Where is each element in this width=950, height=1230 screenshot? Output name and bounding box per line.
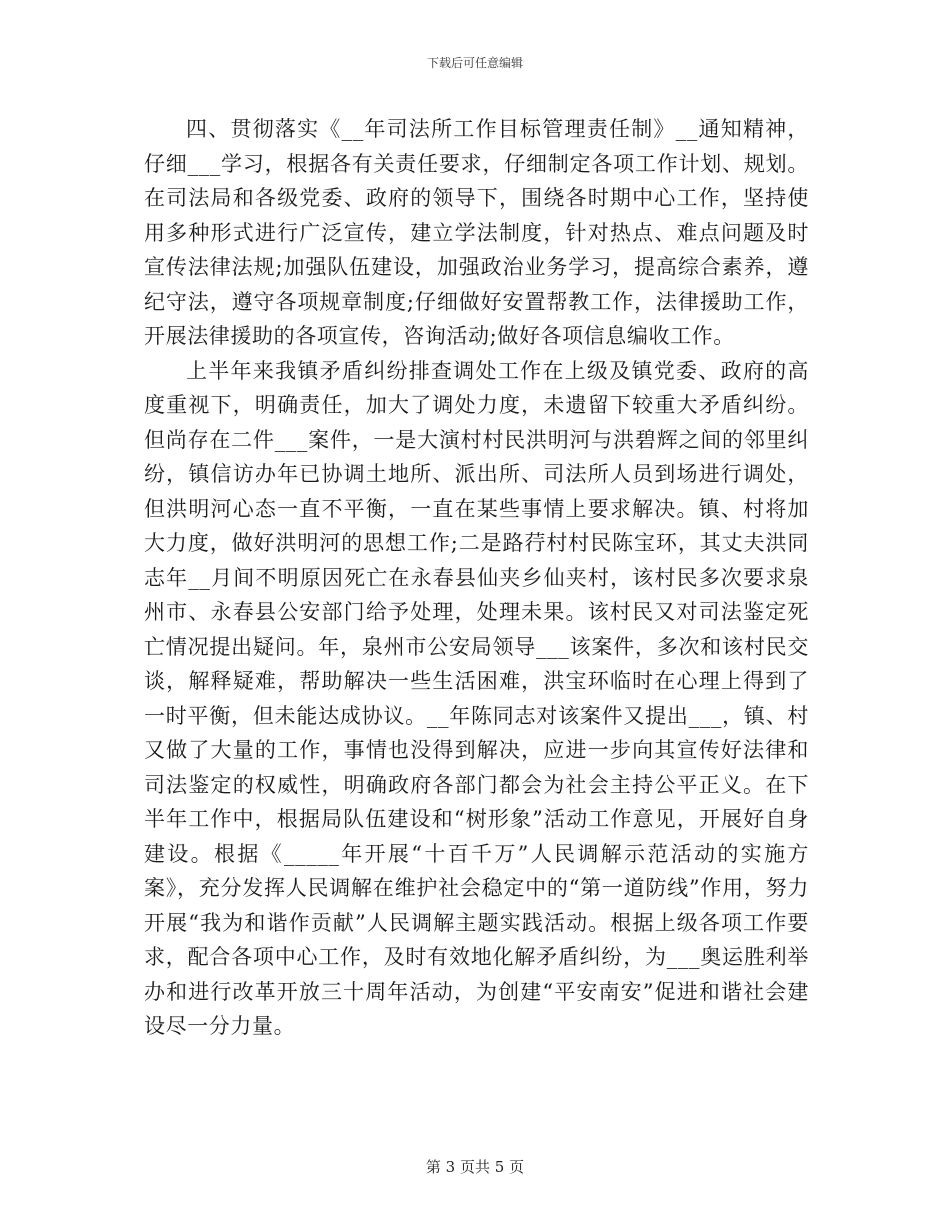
document-body [144,112,809,1044]
paragraph-1: 四、贯彻落实《__年司法所工作目标管理责任制》__通知精神，仔细___学习，根据各有关责任要求，仔细制定各项工作计划、规划。在司法局和各级党委、政府的领导下，围绕各时期中心工作，坚持使用多种形式进行广泛宣传，建立学法制度，针对热点、难点问题及时宣传法律法规;加强队伍建设，加强政治业务学习，提高综合素养，遵纪守法，遵守各项规章制度;仔细做好安置帮教工作，法律援助工作，开展法律援助的各项宣传，咨询活动;做好各项信息编收工作。 [144,117,809,348]
paragraph-2: 上半年来我镇矛盾纠纷排查调处工作在上级及镇党委、政府的高度重视下，明确责任，加大了调处力度，未遗留下较重大矛盾纠纷。但尚存在二件___案件，一是大演村村民洪明河与洪碧辉之间的邻里纠纷，镇信访办年已协调土地所、派出所、司法所人员到场进行调处，但洪明河心态一直不平衡，一直在某些事情上要求解决。镇、村将加大力度，做好洪明河的思想工作;二是路荇村村民陈宝环，其丈夫洪同志年__月间不明原因死亡在永春县仙夹乡仙夹村，该村民多次要求泉州市、永春县公安部门给予处理，处理未果。该村民又对司法鉴定死亡情况提出疑问。年，泉州市公安局领导___该案件，多次和该村民交谈，解释疑难，帮助解决一些生活困难，洪宝环临时在心理上得到了一时平衡，但未能达成协议。__年陈同志对该案件又提出___，镇、村又做了大量的工作，事情也没得到解决，应进一步向其宣传好法律和司法鉴定的权威性，明确政府各部门都会为社会主持公平正义。在下半年工作中，根据局队伍建设和“树形象”活动工作意见，开展好自身建设。根据《_____年开展“十百千万”人民调解示范活动的实施方案》，充分发挥人民调解在维护社会稳定中的“第一道防线”作用，努力开展“我为和谐作贡献”人民调解主题实践活动。根据上级各项工作要求，配合各项中心工作，及时有效地化解矛盾纠纷，为___奥运胜利举办和进行改革开放三十周年活动，为创建“平安南安”促进和谐社会建设尽一分力量。 [144,358,809,1038]
page-number: 第 3 页共 5 页 [425,1158,525,1176]
page-header: 下载后可任意编辑 [426,56,523,70]
